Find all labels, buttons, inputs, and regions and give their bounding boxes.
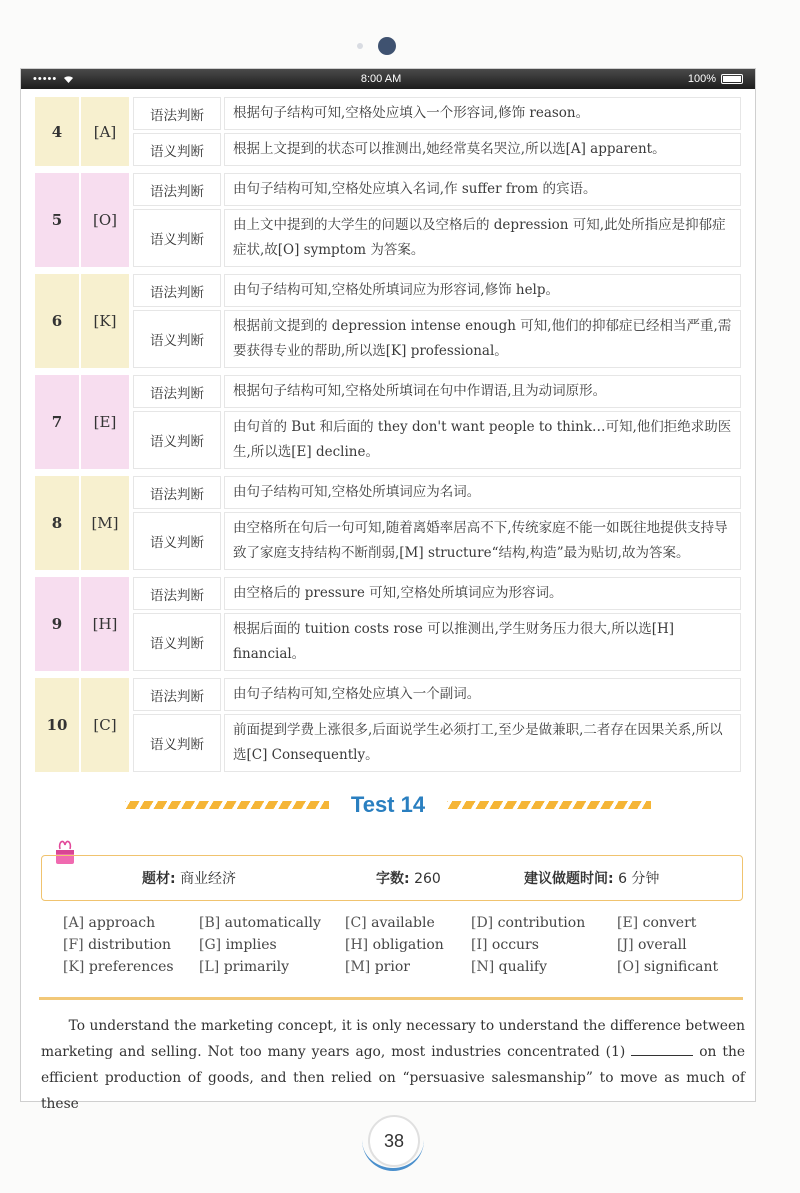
semantic-text: 由空格所在句后一句可知,随着离婚率居高不下,传统家庭不能一如既往地提供支持导致了家庭支持结构不断削弱,[M] structure“结构,构造”最为贴切,故为答案。 [224,512,741,570]
analysis-group [133,577,741,671]
word-option [617,959,737,975]
word-count-info: 字数: 260 [376,871,441,887]
option-letter: [N] [471,959,495,975]
option-letter: [J] [617,937,634,953]
question-number: 4 [35,97,79,166]
answer-row [35,678,741,772]
test-heading [21,792,755,818]
test-info-box [41,855,743,901]
grammar-analysis [133,375,741,408]
analysis-group [133,274,741,368]
grammar-analysis [133,577,741,610]
option-word: prior [374,959,410,975]
option-word: distribution [88,937,172,953]
battery-icon [721,74,743,84]
option-letter: [E] [617,915,639,931]
word-option [63,915,199,931]
word-option [345,937,471,953]
reading-passage: To understand the marketing concept, it is only necessary to understand the difference between marketing and selling. Not too many years ago, most industries concentrated (1) on the efficient production of goods, and then relied on “persuasive salesmanship” to move as much of these [41,1018,746,1112]
option-letter: [M] [345,959,371,975]
analysis-group [133,173,741,267]
question-number: 6 [35,274,79,368]
option-word: implies [225,937,277,953]
question-number: 8 [35,476,79,570]
option-letter: [A] [63,915,85,931]
option-letter: [D] [471,915,494,931]
grammar-analysis [133,476,741,509]
grammar-text: 根据句子结构可知,空格处应填入一个形容词,修饰 reason。 [224,97,741,130]
grammar-analysis [133,274,741,307]
grammar-label: 语法判断 [133,375,221,408]
semantic-analysis [133,133,741,166]
heading-stripes-left [125,801,329,809]
wifi-icon [63,75,74,84]
option-word: preferences [88,959,174,975]
option-word: obligation [372,937,444,953]
option-letter: [C] [345,915,367,931]
page-number: 38 [368,1115,420,1167]
semantic-label: 语义判断 [133,411,221,469]
word-option [617,915,737,931]
status-time: 8:00 AM [360,73,402,85]
answer-row [35,97,741,166]
semantic-analysis [133,613,741,671]
analysis-group [133,97,741,166]
grammar-label: 语法判断 [133,97,221,130]
option-word: convert [642,915,697,931]
option-letter: [G] [199,937,222,953]
grammar-text: 由句子结构可知,空格处应填入一个副词。 [224,678,741,711]
grammar-analysis [133,173,741,206]
option-letter: [O] [617,959,640,975]
camera-dot [357,43,363,49]
grammar-label: 语法判断 [133,678,221,711]
topic-info: 题材: 商业经济 [142,871,237,887]
option-word: qualify [498,959,548,975]
grammar-text: 由空格后的 pressure 可知,空格处所填词应为形容词。 [224,577,741,610]
grammar-text: 由句子结构可知,空格处应填入名词,作 suffer from 的宾语。 [224,173,741,206]
grammar-label: 语法判断 [133,577,221,610]
word-option [471,937,617,953]
question-number: 9 [35,577,79,671]
option-word: automatically [224,915,321,931]
tablet-camera [378,37,396,55]
grammar-text: 由句子结构可知,空格处所填词应为形容词,修饰 help。 [224,274,741,307]
heading-stripes-right [447,801,651,809]
test-title: Test 14 [350,792,426,817]
semantic-analysis [133,512,741,570]
question-number: 5 [35,173,79,267]
word-option [63,937,199,953]
option-word: occurs [491,937,539,953]
semantic-analysis [133,411,741,469]
word-option [617,937,737,953]
answer-row [35,577,741,671]
semantic-text: 根据上文提到的状态可以推测出,她经常莫名哭泣,所以选[A] apparent。 [224,133,741,166]
word-option [199,937,345,953]
question-number: 7 [35,375,79,469]
semantic-text: 由句首的 But 和后面的 they don't want people to think…可知,他们拒绝求助医生,所以选[E] decline。 [224,411,741,469]
word-option [63,959,199,975]
question-number: 10 [35,678,79,772]
analysis-group [133,375,741,469]
option-word: overall [638,937,687,953]
answer-letter: [H] [81,577,129,671]
semantic-label: 语义判断 [133,310,221,368]
option-letter: [B] [199,915,221,931]
answer-row [35,274,741,368]
answer-letter: [C] [81,678,129,772]
option-letter: [I] [471,937,488,953]
semantic-label: 语义判断 [133,613,221,671]
option-letter: [K] [63,959,85,975]
semantic-label: 语义判断 [133,512,221,570]
grammar-label: 语法判断 [133,476,221,509]
grammar-analysis [133,678,741,711]
answer-row [35,173,741,267]
option-word: available [371,915,435,931]
semantic-label: 语义判断 [133,209,221,267]
option-letter: [L] [199,959,220,975]
semantic-text: 由上文中提到的大学生的问题以及空格后的 depression 可知,此处所指应是抑郁症症状,故[O] symptom 为答案。 [224,209,741,267]
time-info: 建议做题时间: 6 分钟 [524,871,660,887]
answer-row [35,375,741,469]
option-word: contribution [497,915,586,931]
battery-percent: 100% [687,73,716,85]
word-option [199,915,345,931]
option-word: significant [643,959,719,975]
blank-1[interactable] [631,1041,693,1056]
grammar-analysis [133,97,741,130]
semantic-analysis [133,310,741,368]
answer-letter: [M] [81,476,129,570]
option-letter: [H] [345,937,369,953]
analysis-group [133,678,741,772]
semantic-label: 语义判断 [133,714,221,772]
analysis-group [133,476,741,570]
answer-letter: [O] [81,173,129,267]
option-word: approach [88,915,156,931]
word-option [345,959,471,975]
answer-letter: [E] [81,375,129,469]
option-letter: [F] [63,937,84,953]
answer-analysis-table [35,97,741,779]
semantic-text: 根据前文提到的 depression intense enough 可知,他们的抑郁症已经相当严重,需要获得专业的帮助,所以选[K] professional。 [224,310,741,368]
grammar-label: 语法判断 [133,274,221,307]
semantic-analysis [133,714,741,772]
answer-letter: [K] [81,274,129,368]
status-bar [21,69,755,89]
word-option [345,915,471,931]
semantic-text: 前面提到学费上涨很多,后面说学生必须打工,至少是做兼职,二者存在因果关系,所以选[C] Consequently。 [224,714,741,772]
answer-row [35,476,741,570]
section-divider [39,997,743,1000]
answer-letter: [A] [81,97,129,166]
option-word: primarily [223,959,289,975]
grammar-text: 根据句子结构可知,空格处所填词在句中作谓语,且为动词原形。 [224,375,741,408]
signal-icon: ••••• [33,73,58,85]
semantic-text: 根据后面的 tuition costs rose 可以推测出,学生财务压力很大,所以选[H] financial。 [224,613,741,671]
semantic-analysis [133,209,741,267]
word-option [471,959,617,975]
semantic-label: 语义判断 [133,133,221,166]
word-option [199,959,345,975]
word-bank [63,915,743,975]
grammar-label: 语法判断 [133,173,221,206]
word-option [471,915,617,931]
grammar-text: 由句子结构可知,空格处所填词应为名词。 [224,476,741,509]
tablet-screen [20,68,756,1112]
